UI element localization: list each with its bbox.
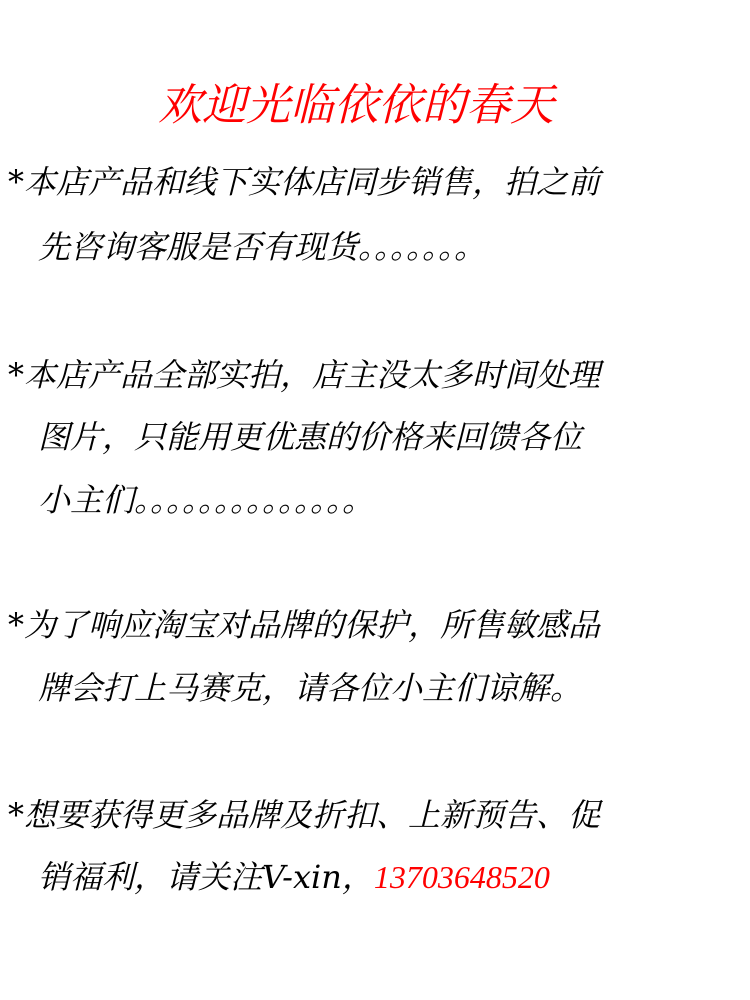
notice-1-line-2: 先咨询客服是否有现货。。。。。。。 [38, 228, 487, 266]
shop-welcome-title: 欢迎光临依依的春天 [158, 80, 554, 131]
contact-phone-number: 13703648520 [373, 859, 550, 895]
notice-4-line-2 [38, 852, 550, 902]
contact-text: 销福利，请关注V-xin， [38, 858, 374, 896]
notice-2-line-2: 图片，只能用更优惠的价格来回馈各位 [38, 418, 583, 456]
notice-2-line-3: 小主们。。。。。。。。。。。。。。 [38, 481, 375, 519]
notice-3-line-2: 牌会打上马赛克，请各位小主们谅解。 [38, 669, 583, 707]
notice-2-line-1: *本店产品全部实拍，店主没太多时间处理 [8, 356, 601, 394]
notice-1-line-1: *本店产品和线下实体店同步销售，拍之前 [8, 163, 601, 201]
notice-4-line-1: *想要获得更多品牌及折扣、上新预告、促 [8, 796, 601, 834]
notice-3-line-1: *为了响应淘宝对品牌的保护，所售敏感品 [8, 606, 601, 644]
